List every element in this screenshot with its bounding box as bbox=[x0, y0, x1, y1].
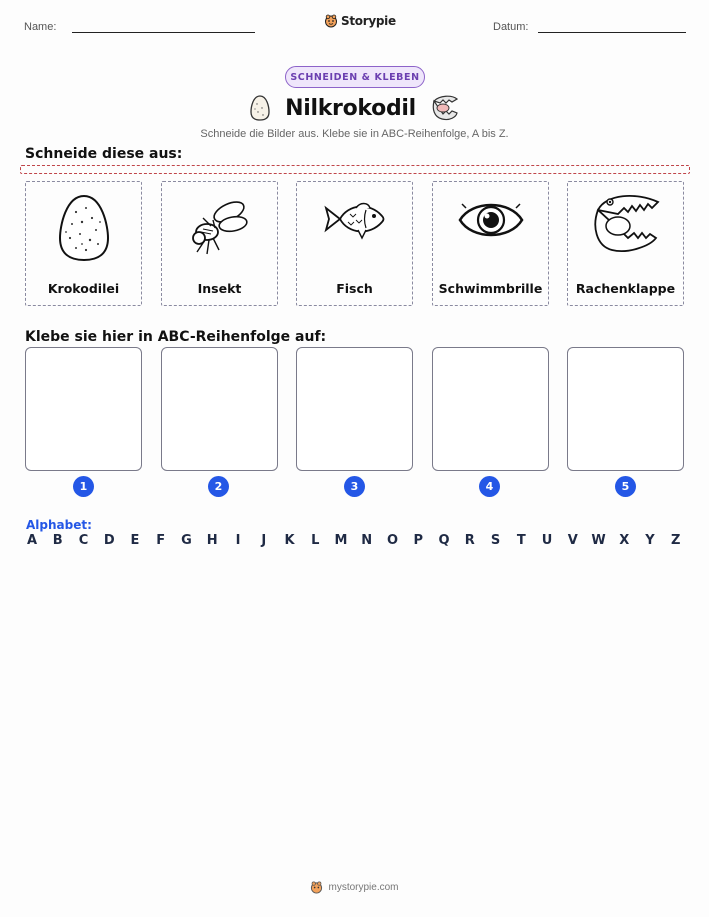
order-number-4: 4 bbox=[479, 476, 500, 497]
cut-card-insekt[interactable] bbox=[161, 181, 278, 306]
paste-section-heading: Klebe sie hier in ABC-Reihenfolge auf: bbox=[25, 329, 327, 345]
alphabet-letter: F bbox=[156, 533, 166, 548]
alphabet-letter: B bbox=[52, 533, 63, 548]
order-number-2: 2 bbox=[208, 476, 229, 497]
alphabet-letter: K bbox=[284, 533, 295, 548]
cut-card-label: Fisch bbox=[336, 281, 373, 296]
alphabet-letter: S bbox=[490, 533, 501, 548]
alphabet-letter: R bbox=[464, 533, 475, 548]
storypie-mascot-icon bbox=[324, 14, 338, 28]
paste-box-1[interactable] bbox=[25, 347, 142, 471]
cut-card-fisch[interactable] bbox=[296, 181, 413, 306]
paste-box-3[interactable] bbox=[296, 347, 413, 471]
crocodile-mouth-icon bbox=[588, 188, 664, 258]
name-line[interactable] bbox=[72, 32, 255, 33]
eye-icon bbox=[456, 192, 526, 248]
page-title: Nilkrokodil bbox=[285, 95, 416, 121]
storypie-logo bbox=[324, 14, 396, 28]
cut-card-schwimmbrille[interactable] bbox=[432, 181, 549, 306]
alphabet-letter: P bbox=[413, 533, 424, 548]
cut-card-krokodilei[interactable] bbox=[25, 181, 142, 306]
cut-card-label: Krokodilei bbox=[47, 281, 120, 296]
alphabet-letter: O bbox=[386, 533, 399, 548]
egg-icon bbox=[52, 192, 116, 264]
alphabet-letter: M bbox=[334, 533, 348, 548]
name-label: Name: bbox=[24, 21, 57, 33]
paste-box-2[interactable] bbox=[161, 347, 278, 471]
fish-icon bbox=[320, 194, 390, 244]
alphabet-letter: U bbox=[541, 533, 553, 548]
order-number-1: 1 bbox=[73, 476, 94, 497]
alphabet-label: Alphabet: bbox=[26, 518, 92, 532]
date-line[interactable] bbox=[538, 32, 686, 33]
alphabet-letter: G bbox=[181, 533, 192, 548]
order-number-5: 5 bbox=[615, 476, 636, 497]
instructions-text: Schneide die Bilder aus. Klebe sie in ABC-Reihenfolge, A bis Z. bbox=[200, 128, 509, 140]
alphabet-letter: H bbox=[206, 533, 218, 548]
alphabet-letter: E bbox=[130, 533, 140, 548]
storypie-mascot-icon bbox=[310, 881, 323, 894]
alphabet-letter: A bbox=[26, 533, 38, 548]
cut-card-rachenklappe[interactable] bbox=[567, 181, 684, 306]
crocodile-mouth-icon bbox=[430, 93, 460, 123]
alphabet-letter: Y bbox=[645, 533, 655, 548]
alphabet-letter: I bbox=[235, 533, 241, 548]
fly-icon bbox=[185, 196, 255, 258]
order-number-3: 3 bbox=[344, 476, 365, 497]
alphabet-letter: Q bbox=[438, 533, 450, 548]
activity-badge: SCHNEIDEN & KLEBEN bbox=[285, 66, 425, 88]
cut-section-heading: Schneide diese aus: bbox=[25, 146, 183, 162]
title-row bbox=[0, 93, 709, 123]
alphabet-letter: D bbox=[103, 533, 115, 548]
alphabet-row bbox=[24, 533, 684, 548]
alphabet-letter: C bbox=[78, 533, 89, 548]
alphabet-letter: T bbox=[516, 533, 526, 548]
alphabet-letter: L bbox=[311, 533, 320, 548]
alphabet-letter: W bbox=[591, 533, 606, 548]
footer-link[interactable]: mystorypie.com bbox=[328, 882, 399, 893]
alphabet-letter: J bbox=[261, 533, 267, 548]
footer bbox=[0, 881, 709, 894]
cut-card-label: Insekt bbox=[197, 281, 242, 296]
alphabet-letter: Z bbox=[671, 533, 681, 548]
date-label: Datum: bbox=[493, 21, 529, 33]
alphabet-letter: X bbox=[619, 533, 630, 548]
alphabet-letter: V bbox=[567, 533, 578, 548]
paste-box-4[interactable] bbox=[432, 347, 549, 471]
paste-box-5[interactable] bbox=[567, 347, 684, 471]
cut-card-label: Schwimmbrille bbox=[438, 281, 543, 296]
alphabet-letter: N bbox=[361, 533, 373, 548]
cut-line bbox=[20, 165, 690, 174]
cut-card-label: Rachenklappe bbox=[575, 281, 676, 296]
logo-text: Storypie bbox=[341, 14, 396, 28]
egg-icon bbox=[249, 94, 271, 122]
